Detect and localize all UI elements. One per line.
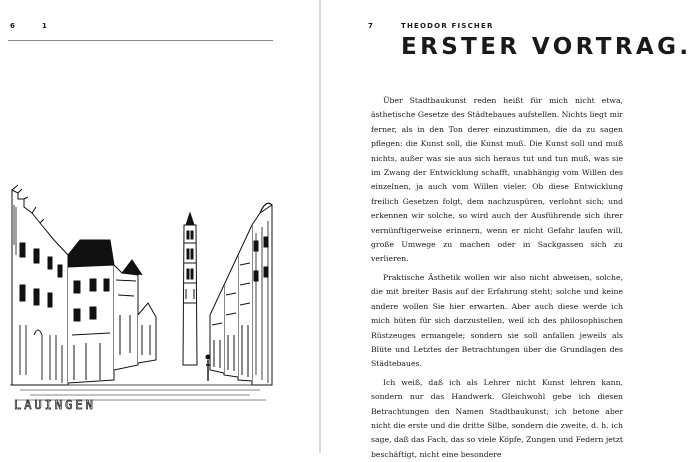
paragraph-3: Ich weiß, daß ich als Lehrer nicht Kunst lehren kann, sondern nur das Handwerk. Gleichwohl gebe ich diesen Betrachtungen den Namen Stadtbaukunst; ich betone aber nicht die erste und die dritte Silbe, sondern die zweite, d. h. ich sage, daß das Fach, das so viele Köpfe, Zungen und Federn jetzt beschäftigt, nicht eine besondere bbox=[371, 377, 623, 459]
left-page-number: 6 bbox=[10, 22, 16, 30]
header-rule bbox=[8, 40, 273, 41]
paragraph-2: Praktische Ästhetik wollen wir also nicht abweisen, solche, die mit breiter Basis auf der Erfahrung steht; solche und keine andere wollen Sie hier erwarten. Aber auch diese werde ich mich hüten für sich darzustellen, weil ich des philosophischen Rüstzeuges ermangele; sondern sie soll anfallen jeweils als Blüte und Letztes der Betrachtungen über die Grundlagen des Städtebaues. bbox=[371, 272, 623, 369]
body-text bbox=[371, 94, 623, 462]
chapter-title: ERSTER VORTRAG. bbox=[401, 34, 692, 60]
running-head: THEODOR FISCHER bbox=[401, 22, 494, 30]
street-scene-illustration bbox=[10, 185, 272, 413]
illustration-caption: LAUINGEN bbox=[14, 398, 96, 412]
left-page bbox=[0, 0, 320, 453]
right-page bbox=[321, 0, 692, 459]
chapter-marker: 1 bbox=[42, 22, 48, 30]
paragraph-1: Über Stadtbaukunst reden heißt für mich nicht etwa, ästhetische Gesetze des Städtebaues aufstellen. Nichts liegt mir ferner, als in den Ton derer einzustimmen, die da zu sagen pflegen: die Kunst soll, die Kunst muß. Die Kunst soll und muß nichts, außer was sie aus sich heraus tut und tun muß, was sie im Zwang der Entwicklung schafft, unabhängig vom Willen des einzelnen, ja auch vom Willen vieler. Ob diese Entwicklung freilich Gesetzen folgt, dem nachzuspüren, verlohnt sich; und erkennen wir solche, so wird auch der Ausführende sich ihrer vernünftigerweise erinnern, wenn er nicht Gefahr laufen will, große Umwege zu machen oder in Sackgassen sich zu verlieren. bbox=[371, 96, 623, 264]
right-page-number: 7 bbox=[368, 22, 374, 30]
